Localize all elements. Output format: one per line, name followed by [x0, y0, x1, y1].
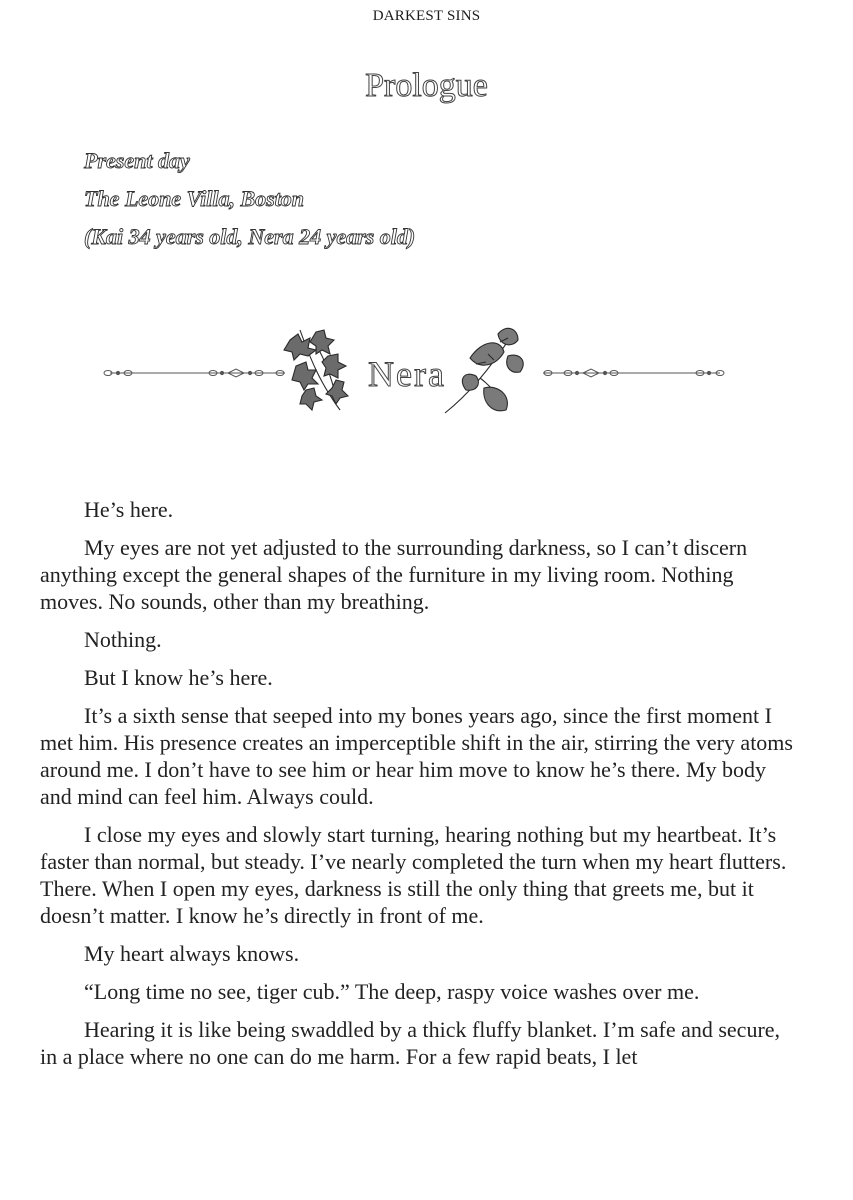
meta-location: The Leone Villa, Boston — [84, 186, 305, 211]
chapter-body — [40, 496, 800, 1081]
chapter-title: Prologue — [365, 67, 488, 104]
paragraph: It’s a sixth sense that seeped into my bones years ago, since the first moment I met him. His presence creates an imperceptible shift in the air, stirring the very atoms around me. I don’t have to see him or hear him move to know he’s there. My body and mind can feel him. Always could. — [40, 703, 793, 809]
paragraph: But I know he’s here. — [84, 665, 273, 690]
paragraph: I close my eyes and slowly start turning, hearing nothing but my heartbeat. It’s faster than normal, but steady. I’ve nearly completed the turn when my heart flutters. There. When I open my eyes, darkness is still the only thing that greets me, but it doesn’t matter. I know he’s directly in front of me. — [40, 822, 787, 928]
flourish-line-icon — [543, 369, 724, 377]
running-header: DARKEST SINS — [372, 8, 481, 24]
pov-label: Nera — [368, 354, 446, 394]
paragraph: Hearing it is like being swaddled by a thick fluffy blanket. I’m safe and secure, in a place where no one can do me harm. For a few rapid beats, I let — [40, 1017, 781, 1069]
flourish-line-icon — [104, 369, 285, 377]
meta-ages: (Kai 34 years old, Nera 24 years old) — [84, 224, 416, 249]
paragraph: My eyes are not yet adjusted to the surrounding darkness, so I can’t discern anything except the general shapes of the furniture in my living room. Nothing moves. No sounds, other than my breathing. — [40, 535, 748, 614]
paragraph: “Long time no see, tiger cub.” The deep, raspy voice washes over me. — [84, 979, 700, 1004]
chapter-meta — [84, 142, 415, 256]
paragraph: My heart always knows. — [84, 941, 300, 966]
parsley-sprig-icon — [284, 330, 348, 410]
paragraph: Nothing. — [84, 627, 162, 652]
meta-time: Present day — [84, 148, 190, 173]
paragraph: He’s here. — [84, 497, 174, 522]
basil-sprig-icon — [445, 328, 523, 413]
